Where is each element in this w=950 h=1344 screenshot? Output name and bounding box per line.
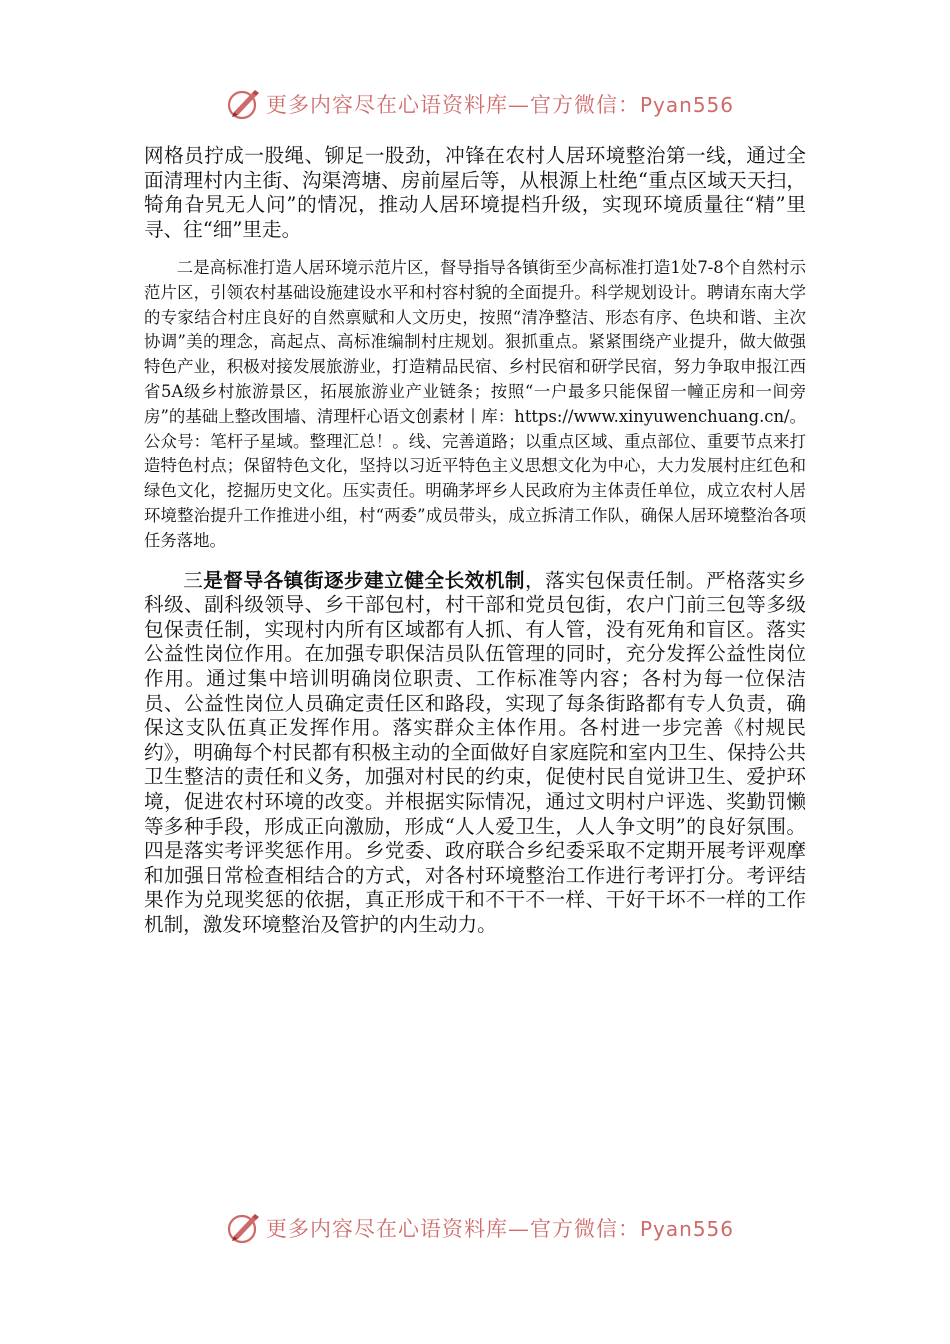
footer-watermark-text: 更多内容尽在心语资料库—官方微信：Pyan556 <box>266 1217 735 1241</box>
header-watermark-banner <box>226 84 734 124</box>
paragraph-continued: 网格员拧成一股绳、铆足一股劲，冲锋在农村人居环境整治第一线，通过全面清理村内主街、沟渠湾塘、房前屋后等，从根源上杜绝“重点区域天天扫，犄角旮旯无人问”的情况，推动人居环境提档升级，实现环境质量往“精”里寻、往“细”里走。 <box>144 144 806 241</box>
pen-logo-icon <box>226 86 262 122</box>
paragraph-third-heading: 是督导各镇街逐步建立健全长效机制 <box>203 568 526 592</box>
footer-watermark-banner <box>226 1208 734 1248</box>
pen-logo-icon <box>226 1210 262 1246</box>
paragraph-second-measure: 二是高标准打造人居环境示范片区，督导指导各镇街至少高标准打造1处7-8个自然村示范片区，引领农村基础设施建设水平和村容村貌的全面提升。科学规划设计。聘请东南大学的专家结合村庄良好的自然禀赋和人文历史，按照“清净整洁、形态有序、色块和谐、主次协调”美的理念，高起点、高标准编制村庄规划。狠抓重点。紧紧围绕产业提升，做大做强特色产业，积极对接发展旅游业，打造精品民宿、乡村民宿和研学民宿，努力争取申报江西省5A级乡村旅游景区，拓展旅游业产业链条；按照“一户最多只能保留一幢正房和一间旁房”的基础上整改围墙、清理杆心语文创素材丨库：https://www.xinyuwenchuang.cn/。公众号：笔杆子星域。整理汇总！。线、完善道路；以重点区域、重点部位、重要节点来打造特色村点；保留特色文化，坚持以习近平特色主义思想文化为中心，大力发展村庄红色和绿色文化，挖掘历史文化。压实责任。明确茅坪乡人民政府为主体责任单位，成立农村人居环境整治提升工作推进小组，村“两委”成员带头，成立拆清工作队，确保人居环境整治各项任务落地。 <box>144 258 806 550</box>
header-watermark-text: 更多内容尽在心语资料库—官方微信：Pyan556 <box>266 93 735 117</box>
document-body <box>144 144 806 937</box>
paragraph-third-measure: 三是督导各镇街逐步建立健全长效机制，落实包保责任制。严格落实乡科级、副科级领导、乡干部包村，村干部和党员包街，农户门前三包等多级包保责任制，实现村内所有区域都有人抓、有人管，没有死角和盲区。落实公益性岗位作用。在加强专职保洁员队伍管理的同时，充分发挥公益性岗位作用。通过集中培训明确岗位职责、工作标准等内容；各村为每一位保洁员、公益性岗位人员确定责任区和路段，实现了每条街路都有专人负责，确保这支队伍真正发挥作用。落实群众主体作用。各村进一步完善《村规民约》，明确每个村民都有积极主动的全面做好自家庭院和室内卫生、保持公共卫生整洁的责任和义务，加强对村民的约束，促使村民自觉讲卫生、爱护环境，促进农村环境的改变。并根据实际情况，通过文明村户评选、奖勤罚懒等多种手段，形成正向激励，形成“人人爱卫生，人人争文明”的良好氛围。四是落实考评奖惩作用。乡党委、政府联合乡纪委采取不定期开展考评观摩和加强日常检查相结合的方式，对各村环境整治工作进行考评打分。考评结果作为兑现奖惩的依据，真正形成干和不干不一样、干好干坏不一样的工作机制，激发环境整治及管护的内生动力。 <box>144 568 807 936</box>
